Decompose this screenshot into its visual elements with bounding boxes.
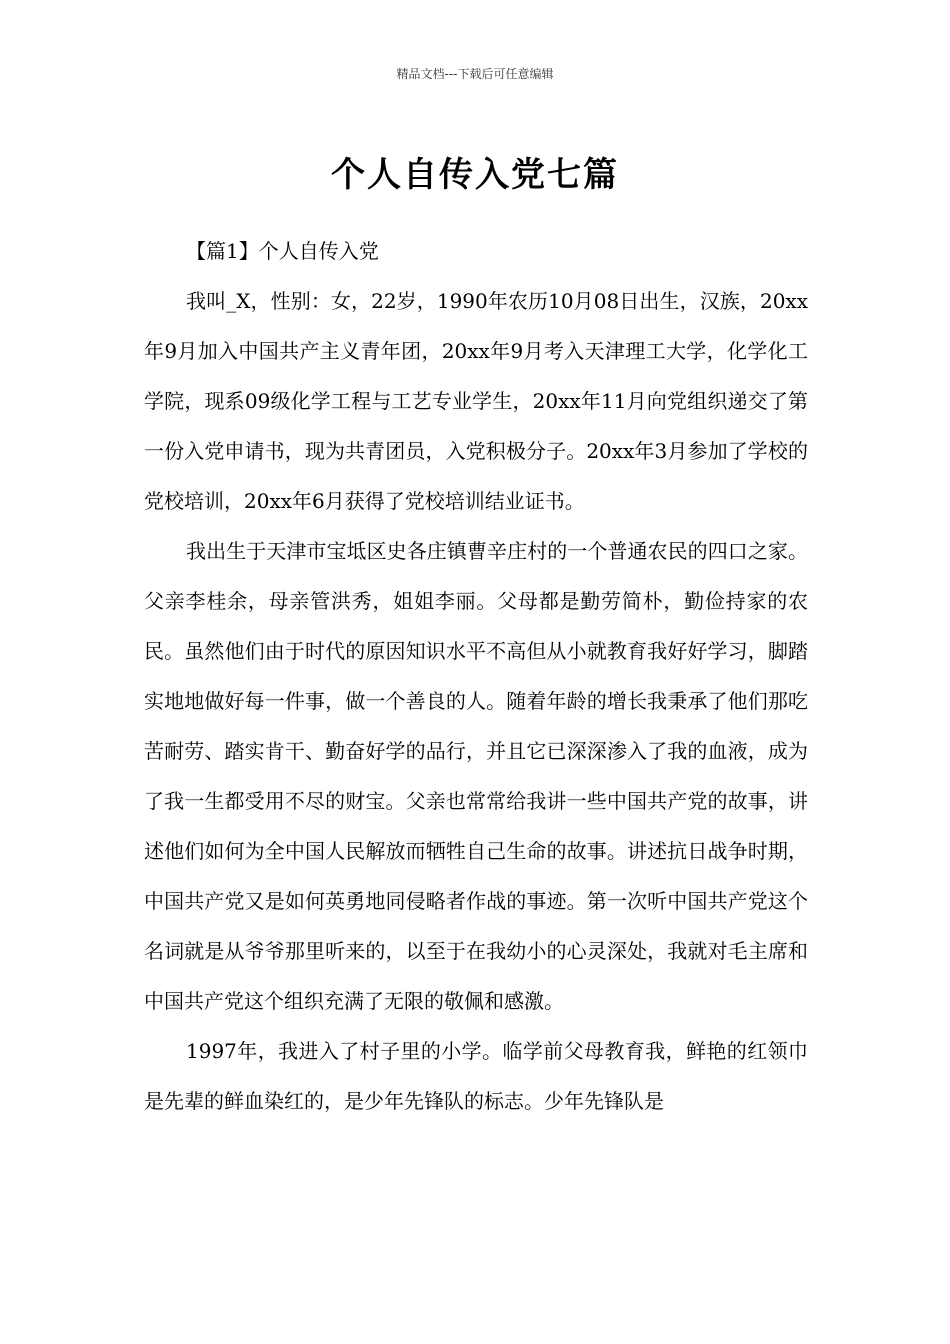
- paragraph-2: 我出生于天津市宝坻区史各庄镇曹辛庄村的一个普通农民的四口之家。父亲李桂余，母亲管洪秀，姐姐李丽。父母都是勤劳简朴，勤俭持家的农民。虽然他们由于时代的原因知识水平不高但从小就教育我好好学习，脚踏实地地做好每一件事，做一个善良的人。随着年龄的增长我秉承了他们那吃苦耐劳、踏实肯干、勤奋好学的品行，并且它已深深渗入了我的血液，成为了我一生都受用不尽的财宝。父亲也常常给我讲一些中国共产党的故事，讲述他们如何为全中国人民解放而牺牲自己生命的故事。讲述抗日战争时期，中国共产党又是如何英勇地同侵略者作战的事迹。第一次听中国共产党这个名词就是从爷爷那里听来的，以至于在我幼小的心灵深处，我就对毛主席和中国共产党这个组织充满了无限的敬佩和感激。: [144, 539, 808, 1013]
- paragraph-1: 我叫_X，性别：女，22岁，1990年农历10月08日出生，汉族，20xx年9月加入中国共产主义青年团，20xx年9月考入天津理工大学，化学化工学院，现系09级化学工程与工艺专业学生，20xx年11月向党组织递交了第一份入党申请书，现为共青团员，入党积极分子。20xx年3月参加了学校的党校培训，20xx年6月获得了党校培训结业证书。: [144, 289, 808, 513]
- paragraph-3: 1997年，我进入了村子里的小学。临学前父母教育我，鲜艳的红领巾是先辈的鲜血染红的，是少年先锋队的标志。少年先锋队是: [144, 1039, 808, 1113]
- header-note: 精品文档---下载后可任意编辑: [396, 67, 554, 81]
- section-heading: 【篇1】个人自传入党: [186, 239, 379, 263]
- document-body: [144, 226, 808, 1126]
- document-title: 个人自传入党七篇: [331, 154, 619, 195]
